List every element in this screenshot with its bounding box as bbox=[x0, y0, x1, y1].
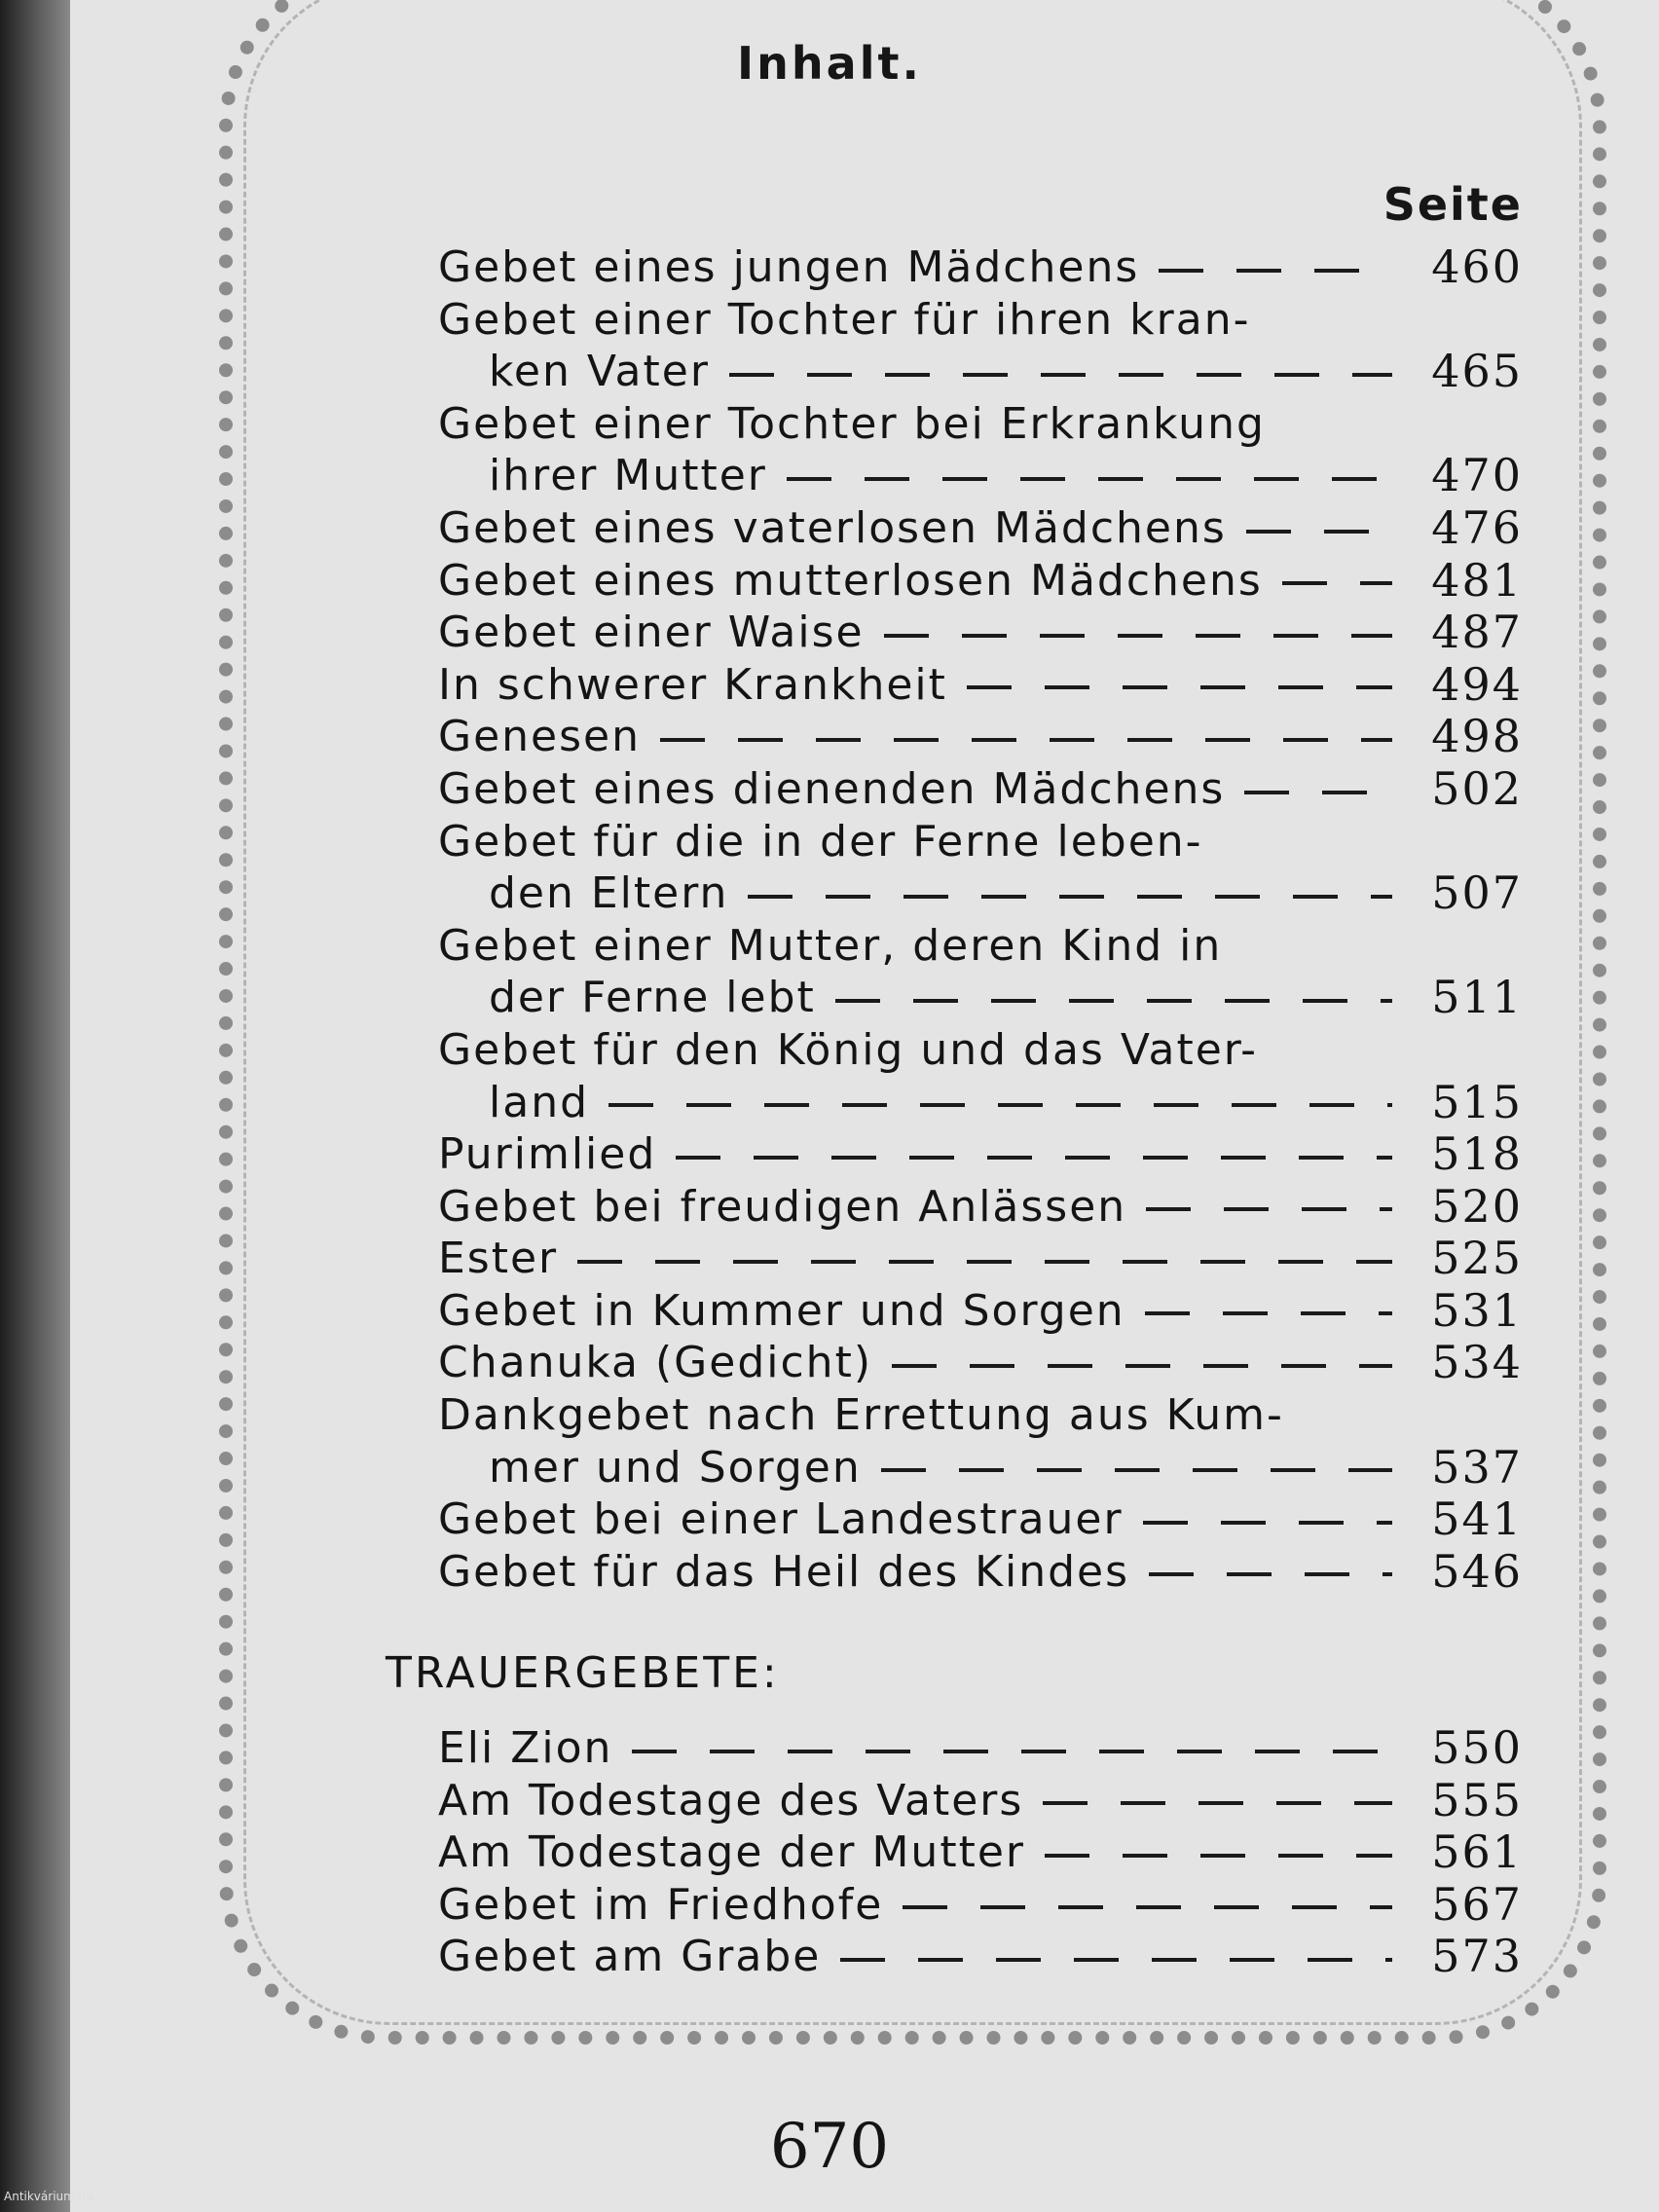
dash-leader bbox=[660, 738, 1392, 742]
contents-entry bbox=[438, 294, 1523, 398]
entry-title: Chanuka (Gedicht) bbox=[438, 1338, 872, 1388]
entry-title: Gebet am Grabe bbox=[438, 1932, 822, 1982]
entry-title: Am Todestage des Vaters bbox=[438, 1775, 1024, 1825]
contents-entry bbox=[438, 1233, 1523, 1285]
section-title: TRAUERGEBETE: bbox=[386, 1648, 780, 1698]
contents-entry bbox=[438, 659, 1523, 712]
contents-entry bbox=[438, 1879, 1523, 1932]
dash-leader bbox=[1145, 1311, 1392, 1315]
entry-page-number: 525 bbox=[1431, 1232, 1523, 1285]
entry-title: Gebet bei einer Landestrauer bbox=[438, 1494, 1124, 1545]
dash-leader bbox=[1244, 791, 1392, 794]
contents-list bbox=[438, 241, 1523, 1598]
contents-entry bbox=[438, 1826, 1523, 1879]
entry-title-continuation: den Eltern bbox=[489, 868, 729, 919]
dash-leader bbox=[967, 685, 1392, 689]
book-spine-shadow bbox=[0, 0, 70, 2212]
entry-title: In schwerer Krankheit bbox=[438, 659, 947, 710]
entry-title: Gebet für den König und das Vater- bbox=[438, 1024, 1258, 1075]
contents-entry bbox=[438, 1722, 1523, 1775]
dash-leader bbox=[632, 1750, 1392, 1753]
contents-entry bbox=[438, 1128, 1523, 1181]
contents-entry bbox=[438, 1181, 1523, 1234]
entry-title: Gebet eines jungen Mädchens bbox=[438, 242, 1140, 292]
dash-leader bbox=[840, 1958, 1392, 1962]
entry-page-number: 494 bbox=[1431, 657, 1523, 711]
entry-title: Gebet eines vaterlosen Mädchens bbox=[438, 502, 1227, 553]
entry-title: Am Todestage der Mutter bbox=[438, 1827, 1025, 1878]
entry-page-number: 573 bbox=[1431, 1930, 1523, 1983]
dash-leader bbox=[884, 634, 1392, 638]
entry-page-number: 541 bbox=[1431, 1493, 1523, 1546]
entry-page-number: 534 bbox=[1431, 1336, 1523, 1389]
entry-title-continuation: ihrer Mutter bbox=[489, 451, 767, 501]
entry-page-number: 515 bbox=[1431, 1075, 1523, 1128]
contents-entry bbox=[438, 241, 1523, 294]
entry-page-number: 481 bbox=[1431, 553, 1523, 607]
contents-entry bbox=[438, 1337, 1523, 1389]
entry-title: Gebet im Friedhofe bbox=[438, 1879, 884, 1930]
dash-leader bbox=[1043, 1801, 1392, 1805]
contents-entry bbox=[438, 607, 1523, 659]
dash-leader bbox=[903, 1905, 1392, 1909]
entry-page-number: 470 bbox=[1431, 449, 1523, 502]
page-number: 670 bbox=[769, 2111, 890, 2183]
entry-title: Gebet einer Tochter für ihren kran- bbox=[438, 294, 1251, 345]
entry-page-number: 561 bbox=[1431, 1825, 1523, 1879]
entry-title-continuation: ken Vater bbox=[489, 347, 710, 397]
entry-page-number: 531 bbox=[1431, 1283, 1523, 1337]
contents-entry bbox=[438, 502, 1523, 555]
dash-leader bbox=[787, 477, 1392, 481]
entry-page-number: 567 bbox=[1431, 1877, 1523, 1931]
entry-page-number: 487 bbox=[1431, 606, 1523, 659]
entry-title-continuation: land bbox=[489, 1077, 590, 1127]
entry-title-continuation: mer und Sorgen bbox=[489, 1442, 862, 1493]
entry-page-number: 520 bbox=[1431, 1179, 1523, 1233]
entry-title: Gebet einer Tochter bei Erkrankung bbox=[438, 398, 1266, 449]
contents-entry bbox=[438, 1931, 1523, 1983]
entry-title: Gebet eines mutterlosen Mädchens bbox=[438, 555, 1263, 606]
contents-entry bbox=[438, 1024, 1523, 1128]
entry-title: Gebet bei freudigen Anlässen bbox=[438, 1181, 1127, 1232]
dash-leader bbox=[1143, 1521, 1392, 1525]
entry-page-number: 546 bbox=[1431, 1544, 1523, 1598]
entry-title-continuation: der Ferne lebt bbox=[489, 973, 816, 1023]
dash-leader bbox=[1146, 1207, 1392, 1211]
entry-page-number: 555 bbox=[1431, 1773, 1523, 1826]
dash-leader bbox=[1159, 269, 1392, 273]
entry-title: Purimlied bbox=[438, 1129, 657, 1180]
dash-leader bbox=[1246, 530, 1392, 534]
dash-leader bbox=[1045, 1854, 1392, 1858]
entry-page-number: 507 bbox=[1431, 866, 1523, 920]
dash-leader bbox=[676, 1156, 1392, 1160]
entry-title: Eli Zion bbox=[438, 1723, 613, 1773]
page-title: Inhalt. bbox=[737, 37, 922, 90]
contents-entry bbox=[438, 555, 1523, 608]
entry-title: Gebet einer Mutter, deren Kind in bbox=[438, 920, 1223, 971]
entry-title: Gebet in Kummer und Sorgen bbox=[438, 1285, 1125, 1336]
dash-leader bbox=[608, 1103, 1392, 1107]
contents-entry bbox=[438, 1285, 1523, 1338]
dash-leader bbox=[1282, 581, 1392, 585]
entry-title: Genesen bbox=[438, 712, 642, 762]
entry-title: Dankgebet nach Errettung aus Kum- bbox=[438, 1390, 1284, 1441]
dash-leader bbox=[1149, 1572, 1392, 1576]
contents-entry bbox=[438, 763, 1523, 816]
entry-page-number: 460 bbox=[1431, 240, 1523, 293]
entry-page-number: 502 bbox=[1431, 761, 1523, 815]
dash-leader bbox=[748, 895, 1392, 899]
entry-title: Gebet eines dienenden Mädchens bbox=[438, 763, 1226, 814]
entry-title: Gebet für die in der Ferne leben- bbox=[438, 816, 1203, 866]
entry-page-number: 476 bbox=[1431, 500, 1523, 554]
contents-entry bbox=[438, 1775, 1523, 1827]
entry-title: Gebet für das Heil des Kindes bbox=[438, 1546, 1130, 1597]
page-column-label: Seite bbox=[1382, 178, 1523, 231]
entry-page-number: 511 bbox=[1431, 971, 1523, 1024]
dash-leader bbox=[729, 373, 1392, 377]
contents-entry bbox=[438, 1493, 1523, 1546]
contents-entry bbox=[438, 398, 1523, 502]
dash-leader bbox=[577, 1260, 1392, 1264]
entry-page-number: 550 bbox=[1431, 1721, 1523, 1774]
entry-page-number: 537 bbox=[1431, 1440, 1523, 1493]
entry-page-number: 465 bbox=[1431, 345, 1523, 398]
dash-leader bbox=[835, 999, 1392, 1003]
entry-page-number: 518 bbox=[1431, 1127, 1523, 1181]
contents-entry bbox=[438, 920, 1523, 1024]
contents-entry bbox=[438, 711, 1523, 763]
dash-leader bbox=[881, 1468, 1392, 1472]
contents-entry bbox=[438, 816, 1523, 920]
entry-page-number: 498 bbox=[1431, 710, 1523, 763]
watermark: Antikvárium.hu bbox=[4, 2190, 93, 2203]
dash-leader bbox=[892, 1364, 1392, 1368]
mourning-prayers-list bbox=[438, 1722, 1523, 1983]
entry-title: Gebet einer Waise bbox=[438, 608, 865, 658]
contents-entry bbox=[438, 1389, 1523, 1493]
entry-title: Ester bbox=[438, 1234, 559, 1284]
contents-entry bbox=[438, 1546, 1523, 1599]
